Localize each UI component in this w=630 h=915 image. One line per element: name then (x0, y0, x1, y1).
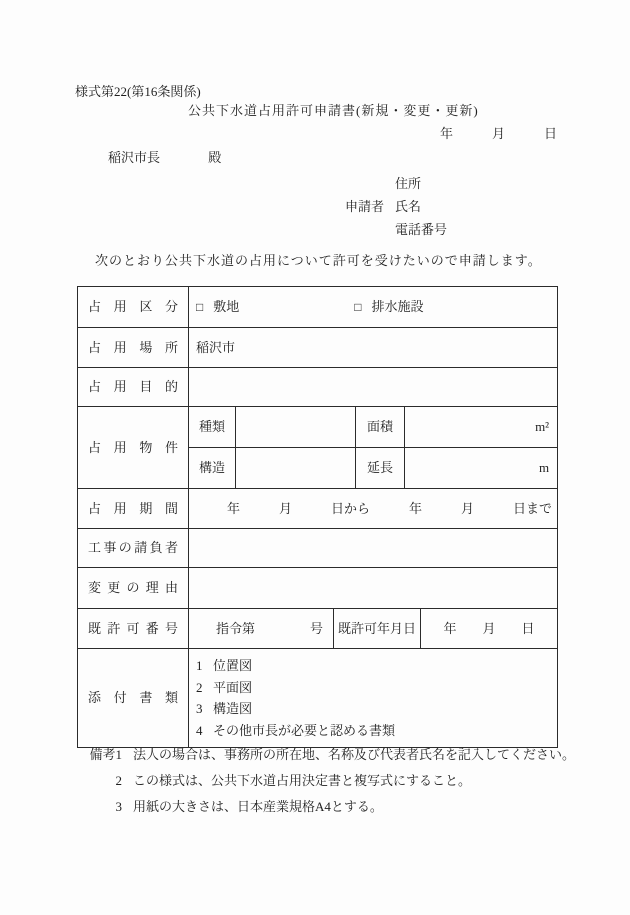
occupation-category-cell (189, 287, 558, 328)
area-field[interactable]: m² (405, 407, 558, 448)
addressee-name: 稲沢市長 (108, 150, 161, 165)
remark-item (77, 794, 575, 820)
existing-permit-date-label: 既許可年月日 (334, 609, 421, 649)
attachment-item (196, 720, 550, 742)
attachment-number: 2 (196, 679, 203, 695)
remarks-block (77, 742, 575, 820)
form-number: 様式第22(第16条関係) (75, 84, 201, 99)
page-title: 公共下水道占用許可申請書(新規・変更・更新) (188, 103, 479, 118)
table-row (78, 368, 558, 407)
applicant-phone-label: 電話番号 (395, 222, 448, 237)
table-row (78, 328, 558, 368)
attachments-label: 添付書類 (78, 649, 189, 748)
remark-number: 2 (115, 773, 122, 788)
contractor-label: 工事の請負者 (78, 529, 189, 568)
attachment-number: 1 (196, 658, 203, 673)
checkbox-drainage-icon[interactable]: □ (354, 300, 362, 314)
attachment-item (196, 698, 550, 720)
remark-text: この様式は、公共下水道占用決定書と複写式にすること。 (133, 773, 472, 788)
attachment-item (196, 655, 550, 677)
occupation-place-label: 占用場所 (78, 328, 189, 368)
option-premises-label: 敷地 (213, 299, 240, 314)
addressee-line (108, 150, 221, 166)
table-row (78, 649, 558, 748)
occupation-period-label: 占用期間 (78, 489, 189, 529)
remark-number: 備考1 (89, 747, 122, 762)
attachment-text: 平面図 (213, 679, 253, 695)
attachment-text: 位置図 (213, 658, 253, 673)
occupation-category-label: 占用区分 (78, 287, 189, 328)
table-row (78, 609, 558, 649)
option-premises[interactable] (196, 299, 351, 315)
addressee-honorific: 殿 (208, 150, 222, 165)
table-row (78, 529, 558, 568)
table-row (78, 407, 558, 448)
length-field[interactable]: m (405, 448, 558, 489)
applicant-name-label: 氏名 (395, 199, 422, 214)
table-row (78, 568, 558, 609)
date-line: 年 月 日 (439, 126, 557, 141)
attachment-number: 3 (196, 701, 203, 716)
attachments-cell (189, 649, 558, 748)
table-row (78, 489, 558, 529)
length-label: 延長 (356, 448, 405, 489)
applicant-address-label: 住所 (395, 176, 422, 191)
application-table (77, 286, 558, 748)
option-drainage-label: 排水施設 (371, 299, 424, 314)
change-reason-label: 変更の理由 (78, 568, 189, 609)
occupation-property-label: 占用物件 (78, 407, 189, 489)
remark-text: 用紙の大きさは、日本産業規格A4とする。 (133, 799, 383, 814)
applicant-label: 申請者 (345, 198, 385, 214)
remark-item (77, 768, 575, 794)
intro-sentence: 次のとおり公共下水道の占用について許可を受けたいので申請します。 (95, 253, 542, 268)
directive-suffix: 号 (309, 620, 323, 636)
occupation-purpose-field[interactable] (189, 368, 558, 407)
kind-field[interactable] (236, 407, 356, 448)
directive-number-field[interactable] (189, 609, 334, 649)
structure-field[interactable] (236, 448, 356, 489)
contractor-field[interactable] (189, 529, 558, 568)
remark-number: 3 (115, 799, 122, 814)
attachment-text: 構造図 (213, 701, 253, 716)
table-row (78, 287, 558, 328)
change-reason-field[interactable] (189, 568, 558, 609)
attachment-number: 4 (196, 722, 203, 738)
structure-label: 構造 (189, 448, 236, 489)
existing-permit-date-field[interactable]: 年 月 日 (421, 609, 558, 649)
option-drainage-facility[interactable] (354, 299, 423, 315)
area-label: 面積 (356, 407, 405, 448)
attachment-text: その他市長が必要と認める書類 (213, 722, 396, 738)
occupation-place-field[interactable]: 稲沢市 (189, 328, 558, 368)
existing-permit-number-label: 既許可番号 (78, 609, 189, 649)
remark-text: 法人の場合は、事務所の所在地、名称及び代表者氏名を記入してください。 (133, 747, 576, 762)
kind-label: 種類 (189, 407, 236, 448)
attachment-item (196, 677, 550, 699)
occupation-period-field[interactable]: 年 月 日から 年 月 日まで (189, 489, 558, 529)
directive-prefix: 指令第 (216, 620, 256, 636)
remark-item (77, 742, 575, 768)
checkbox-premises-icon[interactable]: □ (196, 300, 204, 314)
occupation-purpose-label: 占用目的 (78, 368, 189, 407)
applicant-block (345, 172, 447, 241)
